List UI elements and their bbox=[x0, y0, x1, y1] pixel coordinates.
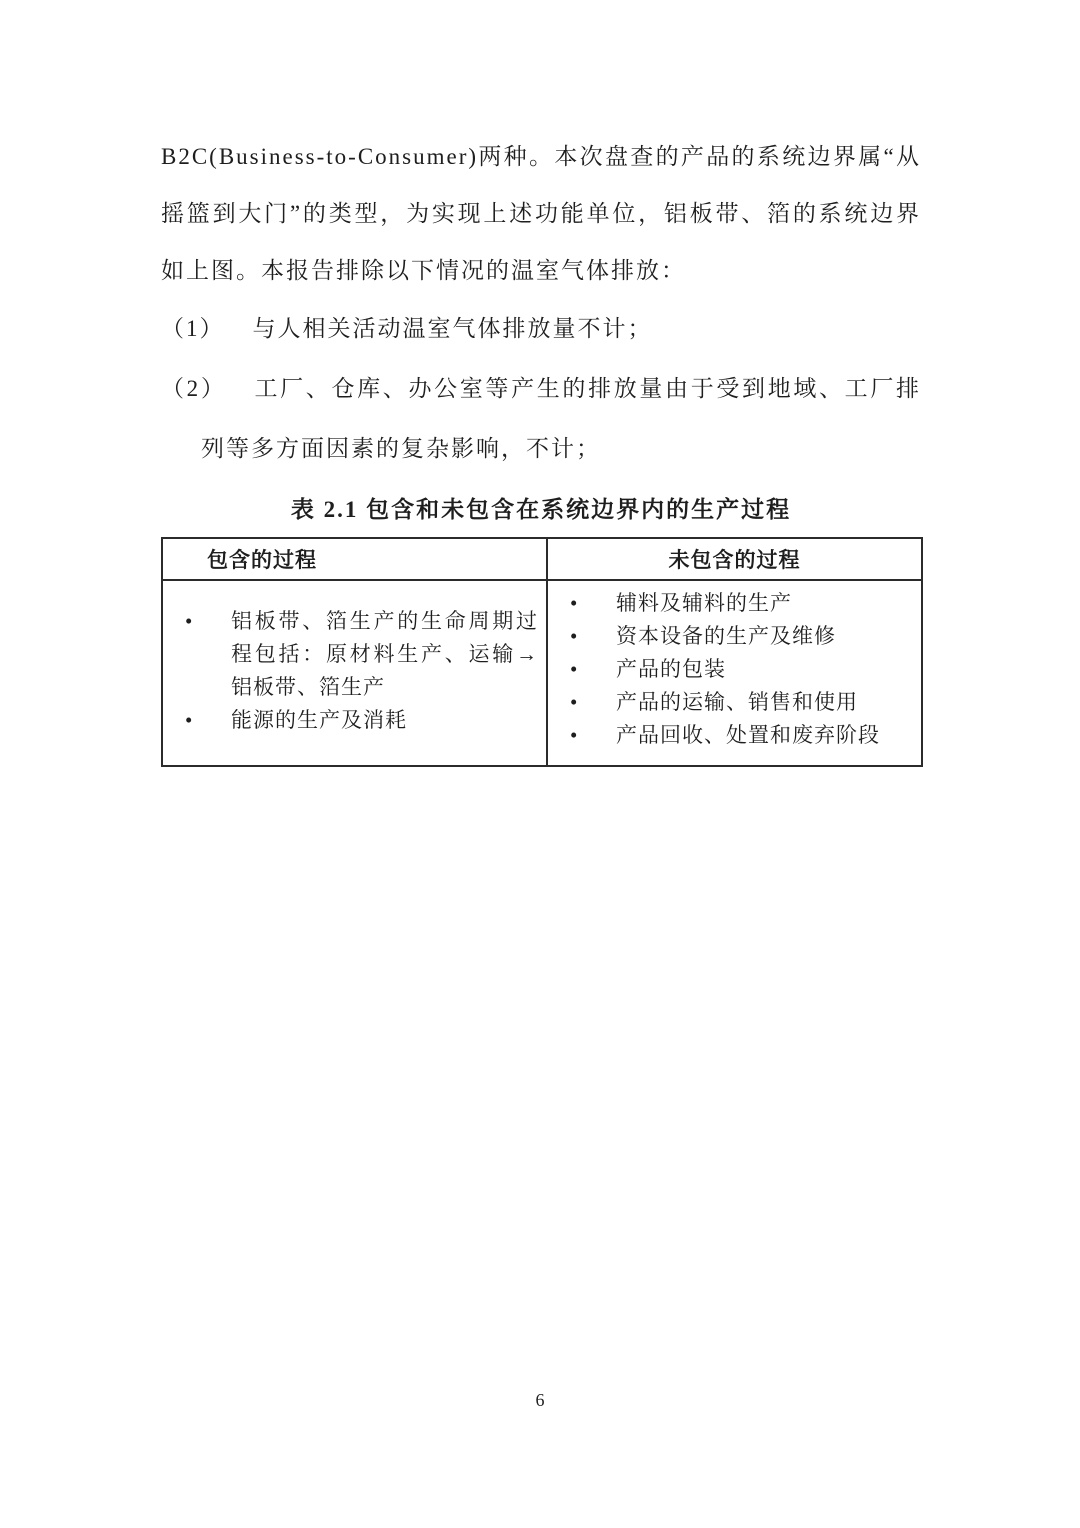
page-content bbox=[161, 128, 921, 767]
list-item: • 资本设备的生产及维修 bbox=[556, 620, 913, 653]
list-item: • 能源的生产及消耗 bbox=[171, 704, 538, 737]
table-header-row bbox=[162, 538, 922, 580]
table-title: 表 2.1 包含和未包含在系统边界内的生产过程 bbox=[290, 497, 792, 522]
list-item: • 辅料及辅料的生产 bbox=[556, 587, 913, 620]
list-item: • 产品的运输、销售和使用 bbox=[556, 686, 913, 719]
included-processes-cell bbox=[162, 580, 547, 766]
numbered-item-2 bbox=[161, 359, 921, 479]
item-2-number: （2） bbox=[161, 376, 227, 401]
list-item: • 产品回收、处置和废弃阶段 bbox=[556, 719, 913, 752]
body-paragraph: B2C(Business-to-Consumer)两种。本次盘查的产品的系统边界属“从摇篮到大门”的类型，为实现上述功能单位，铝板带、箔的系统边界如上图。本报告排除以下情况的温室气体排放： bbox=[161, 144, 921, 283]
page-number: 6 bbox=[535, 1390, 545, 1410]
item-1-number: （1） bbox=[161, 316, 225, 341]
item-2-text: 工厂、仓库、办公室等产生的排放量由于受到地域、工厂排列等多方面因素的复杂影响，不计； bbox=[201, 376, 922, 461]
included-processes-list bbox=[171, 605, 538, 737]
header-included-processes: 包含的过程 bbox=[162, 538, 547, 580]
list-item: • 产品的包装 bbox=[556, 653, 913, 686]
item-1-text: 与人相关活动温室气体排放量不计； bbox=[252, 316, 653, 341]
header-excluded-processes: 未包含的过程 bbox=[547, 538, 922, 580]
table-body-row bbox=[162, 580, 922, 766]
numbered-item-1 bbox=[161, 299, 921, 359]
system-boundary-table bbox=[161, 537, 923, 767]
excluded-processes-list bbox=[556, 587, 913, 752]
list-item: • 铝板带、箔生产的生命周期过程包括：原材料生产、运输→铝板带、箔生产 bbox=[171, 605, 538, 704]
excluded-processes-cell bbox=[547, 580, 922, 766]
